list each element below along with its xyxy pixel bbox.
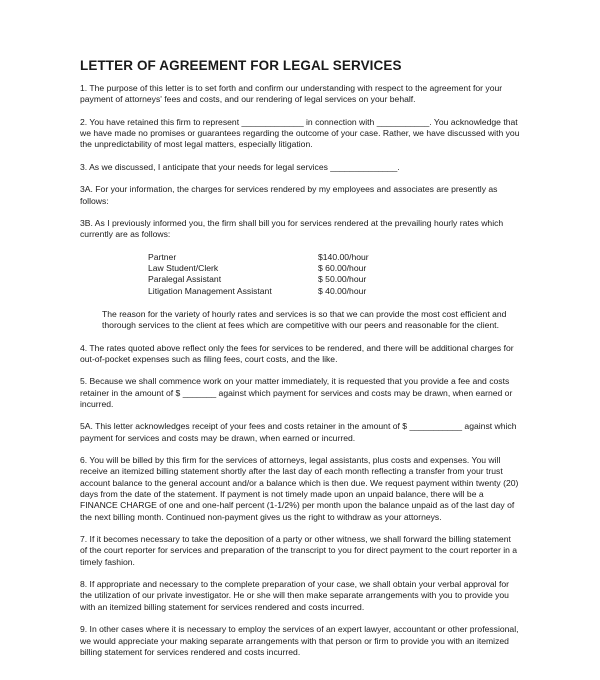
paragraph-3: 3. As we discussed, I anticipate that your needs for legal services ______________. — [80, 161, 400, 172]
rate-role: Law Student/Clerk — [148, 263, 219, 274]
paragraph-7: 7. If it becomes necessary to take the deposition of a party or other witness, we shall forward the billing statement of the court reporter for services and preparation of the transcript to you for direct payment to the court reporter in a timely fashion. — [80, 534, 518, 567]
paragraph-5: 5. Because we shall commence work on your matter immediately, it is requested that you provide a fee and costs retainer in the amount of $ _______ against which payment for services and costs may be drawn, when earned or incurred. — [80, 376, 513, 409]
rate-amount: $ 40.00/hour — [318, 285, 367, 296]
paragraph-3a: 3A. For your information, the charges for services rendered by my employees and associates are presently as follows: — [80, 184, 498, 206]
hourly-rates-table — [148, 252, 520, 297]
rate-amount: $140.00/hour — [318, 251, 369, 262]
rate-row — [148, 263, 520, 274]
rate-role: Partner — [148, 251, 177, 262]
rate-amount: $ 50.00/hour — [318, 274, 367, 285]
paragraph-4: 4. The rates quoted above reflect only the fees for services to be rendered, and there will be additional charges for out-of-pocket expenses such as filing fees, court costs, and the like. — [80, 342, 514, 364]
rates-note: The reason for the variety of hourly rates and services is so that we can provide the most cost efficient and thorough services to the client at fees which are competitive with our peers and reasonable for the client. — [102, 308, 507, 331]
paragraph-5a: 5A. This letter acknowledges receipt of your fees and costs retainer in the amount of $ ___________ against which payment for services and costs may be drawn, when earned or incurred. — [80, 421, 517, 443]
paragraph-9: 9. In other cases where it is necessary to employ the services of an expert lawyer, accountant or other professional, we would appreciate your making separate arrangements with that person or firm to provide you with an itemized billing statement for services rendered and costs incurred. — [80, 624, 519, 657]
paragraph-8: 8. If appropriate and necessary to the complete preparation of your case, we shall obtain your verbal approval for the utilization of our private investigator. He or she will then make separate arrangements with you to provide you with an itemized billing statement for services rendered and costs incurred. — [80, 579, 509, 612]
paragraph-2: 2. You have retained this firm to represent _____________ in connection with ___________. You acknowledge that we have made no promises or guarantees regarding the outcome of your case. Rather, we have discussed with you the unpredictability of most legal matters, especially litigation. — [80, 116, 520, 150]
rate-row — [148, 274, 520, 285]
rate-row — [148, 286, 520, 297]
paragraph-6: 6. You will be billed by this firm for the services of attorneys, legal assistants, plus costs and expenses. You will receive an itemized billing statement shortly after the last day of each month reflecting a transfer from your trust account balance to the general account and/or a balance which is then due. We request payment within twenty (20) days from the date of the statement. If payment is not timely made upon an unpaid balance, there will be a FINANCE CHARGE of one and one-half percent (1-1/2%) per month upon the balance unpaid as of the last day of the next billing month. Continued non-payment gives us the right to withdraw as your attorneys. — [80, 455, 519, 522]
rate-row — [148, 252, 520, 263]
paragraph-1: 1. The purpose of this letter is to set forth and confirm our understanding with respect to the agreement for your payment of attorneys' fees and costs, and our rendering of legal services on your behalf. — [80, 83, 503, 105]
rate-amount: $ 60.00/hour — [318, 263, 367, 274]
paragraph-3b: 3B. As I previously informed you, the firm shall bill you for services rendered at the prevailing hourly rates which currently are as follows: — [80, 218, 504, 240]
rate-role: Paralegal Assistant — [148, 274, 222, 285]
document-title: LETTER OF AGREEMENT FOR LEGAL SERVICES — [80, 58, 402, 73]
rate-role: Litigation Management Assistant — [148, 285, 272, 296]
